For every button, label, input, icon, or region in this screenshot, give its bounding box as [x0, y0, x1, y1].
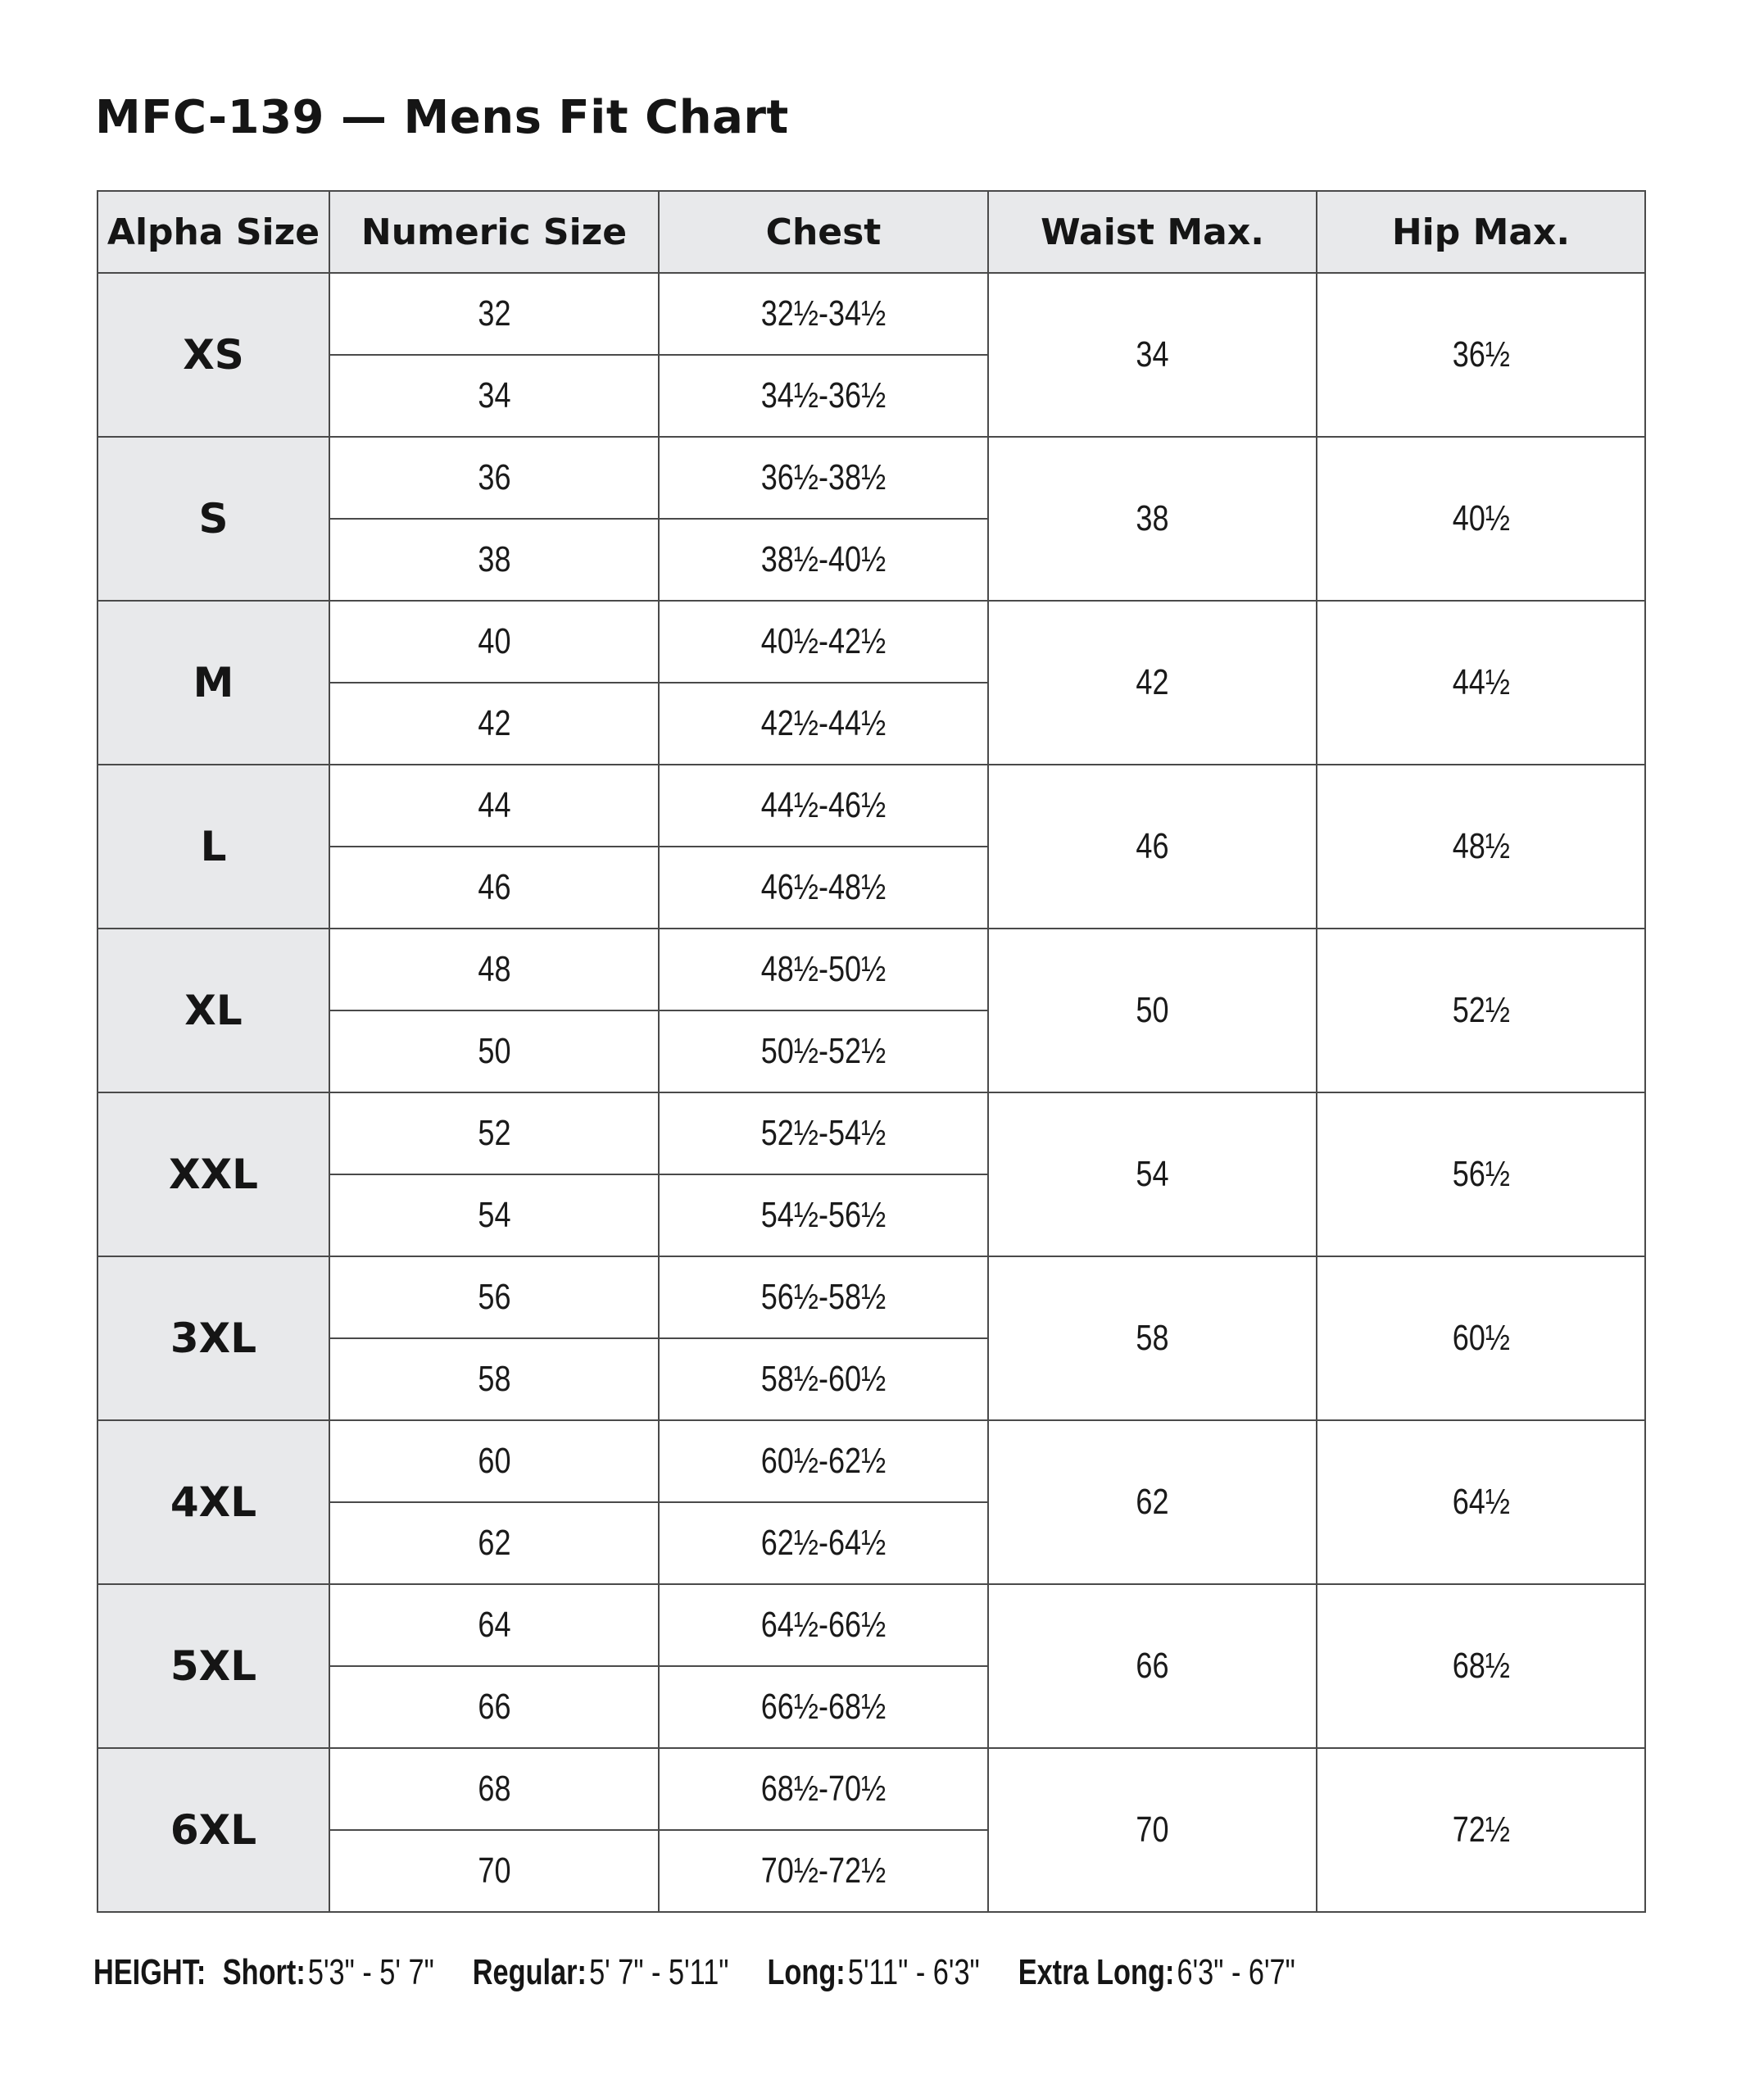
hip-max-cell — [1317, 437, 1645, 601]
waist-max-value: 66 — [1136, 1646, 1169, 1686]
table-row — [97, 1584, 1645, 1666]
header-hip-max: Hip Max. — [1317, 191, 1645, 273]
alpha-size-cell: M — [97, 601, 329, 765]
numeric-size-value: 40 — [477, 621, 511, 661]
hip-max-value: 56½ — [1452, 1154, 1510, 1194]
hip-max-cell — [1317, 1092, 1645, 1256]
numeric-size-value: 48 — [477, 949, 511, 989]
numeric-size-value: 34 — [477, 375, 511, 416]
table-body — [97, 273, 1645, 1912]
numeric-size-cell — [329, 1502, 659, 1584]
chest-value: 58½-60½ — [760, 1359, 887, 1399]
hip-max-value: 40½ — [1452, 498, 1510, 538]
chest-cell — [659, 437, 988, 519]
chest-value: 56½-58½ — [760, 1277, 887, 1317]
chest-cell — [659, 847, 988, 929]
hip-max-cell — [1317, 1584, 1645, 1748]
chest-cell — [659, 683, 988, 765]
hip-max-value: 68½ — [1452, 1646, 1510, 1686]
chest-cell — [659, 1010, 988, 1092]
waist-max-cell — [988, 1420, 1317, 1584]
alpha-size-cell: XXL — [97, 1092, 329, 1256]
table-row — [97, 1092, 1645, 1174]
numeric-size-cell — [329, 1420, 659, 1502]
hip-max-value: 64½ — [1452, 1482, 1510, 1522]
numeric-size-value: 38 — [477, 539, 511, 579]
hip-max-cell — [1317, 929, 1645, 1092]
numeric-size-value: 52 — [477, 1113, 511, 1153]
height-long-label: Long: — [767, 1952, 846, 1992]
height-long-value: 5'11" - 6'3" — [847, 1952, 980, 1992]
table-row — [97, 437, 1645, 519]
chest-value: 62½-64½ — [760, 1523, 887, 1563]
numeric-size-cell — [329, 1010, 659, 1092]
chest-value: 52½-54½ — [760, 1113, 887, 1153]
chest-value: 34½-36½ — [760, 375, 887, 416]
alpha-size-cell: 6XL — [97, 1748, 329, 1912]
waist-max-cell — [988, 1584, 1317, 1748]
chest-cell — [659, 1420, 988, 1502]
chest-cell — [659, 273, 988, 355]
numeric-size-value: 46 — [477, 867, 511, 907]
height-note — [93, 1944, 1295, 2001]
waist-max-value: 54 — [1136, 1154, 1169, 1194]
alpha-size-cell: 3XL — [97, 1256, 329, 1420]
chest-value: 66½-68½ — [760, 1687, 887, 1727]
numeric-size-value: 60 — [477, 1441, 511, 1481]
chest-value: 38½-40½ — [760, 539, 887, 579]
chest-cell — [659, 1338, 988, 1420]
waist-max-value: 62 — [1136, 1482, 1169, 1522]
hip-max-value: 52½ — [1452, 990, 1510, 1030]
chest-cell — [659, 1748, 988, 1830]
table-row — [97, 601, 1645, 683]
chest-cell — [659, 929, 988, 1010]
numeric-size-value: 56 — [477, 1277, 511, 1317]
alpha-size-cell: 4XL — [97, 1420, 329, 1584]
waist-max-value: 46 — [1136, 826, 1169, 866]
chest-cell — [659, 1092, 988, 1174]
waist-max-cell — [988, 929, 1317, 1092]
numeric-size-cell — [329, 1830, 659, 1912]
chest-value: 32½-34½ — [760, 293, 887, 334]
waist-max-value: 42 — [1136, 662, 1169, 702]
alpha-size-cell: S — [97, 437, 329, 601]
table-row — [97, 765, 1645, 847]
waist-max-cell — [988, 273, 1317, 437]
chest-cell — [659, 1256, 988, 1338]
header-waist-max: Waist Max. — [988, 191, 1317, 273]
numeric-size-value: 36 — [477, 457, 511, 497]
hip-max-cell — [1317, 1256, 1645, 1420]
height-label: HEIGHT: — [93, 1952, 206, 1992]
chest-cell — [659, 1584, 988, 1666]
chest-value: 44½-46½ — [760, 785, 887, 825]
chest-value: 36½-38½ — [760, 457, 887, 497]
fit-chart-table — [97, 190, 1646, 1913]
alpha-size-cell: 5XL — [97, 1584, 329, 1748]
height-extra-long-label: Extra Long: — [1018, 1952, 1175, 1992]
hip-max-value: 60½ — [1452, 1318, 1510, 1358]
header-chest: Chest — [659, 191, 988, 273]
hip-max-cell — [1317, 601, 1645, 765]
alpha-size-cell: L — [97, 765, 329, 929]
height-short-label: Short: — [222, 1952, 306, 1992]
hip-max-value: 36½ — [1452, 334, 1510, 375]
numeric-size-cell — [329, 1666, 659, 1748]
chest-value: 54½-56½ — [760, 1195, 887, 1235]
hip-max-cell — [1317, 273, 1645, 437]
height-short-value: 5'3" - 5' 7" — [307, 1952, 434, 1992]
numeric-size-value: 66 — [477, 1687, 511, 1727]
numeric-size-value: 64 — [477, 1605, 511, 1645]
numeric-size-value: 58 — [477, 1359, 511, 1399]
numeric-size-value: 68 — [477, 1769, 511, 1809]
hip-max-cell — [1317, 1420, 1645, 1584]
table-header — [97, 191, 1645, 273]
alpha-size-cell: XL — [97, 929, 329, 1092]
numeric-size-cell — [329, 519, 659, 601]
chest-cell — [659, 355, 988, 437]
hip-max-cell — [1317, 765, 1645, 929]
chest-cell — [659, 1174, 988, 1256]
numeric-size-cell — [329, 1338, 659, 1420]
chest-cell — [659, 765, 988, 847]
header-alpha-size: Alpha Size — [97, 191, 329, 273]
waist-max-value: 34 — [1136, 334, 1169, 375]
numeric-size-cell — [329, 929, 659, 1010]
numeric-size-value: 44 — [477, 785, 511, 825]
table-row — [97, 929, 1645, 1010]
numeric-size-cell — [329, 273, 659, 355]
chest-cell — [659, 1830, 988, 1912]
numeric-size-cell — [329, 683, 659, 765]
waist-max-cell — [988, 1256, 1317, 1420]
hip-max-value: 48½ — [1452, 826, 1510, 866]
page-title: MFC-139 — Mens Fit Chart — [95, 91, 789, 144]
numeric-size-cell — [329, 1748, 659, 1830]
chest-value: 60½-62½ — [760, 1441, 887, 1481]
numeric-size-cell — [329, 601, 659, 683]
waist-max-value: 70 — [1136, 1810, 1169, 1850]
chest-value: 40½-42½ — [760, 621, 887, 661]
chest-value: 50½-52½ — [760, 1031, 887, 1071]
numeric-size-value: 54 — [477, 1195, 511, 1235]
numeric-size-cell — [329, 847, 659, 929]
numeric-size-cell — [329, 355, 659, 437]
numeric-size-value: 32 — [477, 293, 511, 334]
waist-max-cell — [988, 437, 1317, 601]
waist-max-value: 58 — [1136, 1318, 1169, 1358]
numeric-size-value: 50 — [477, 1031, 511, 1071]
height-extra-long-value: 6'3" - 6'7" — [1177, 1952, 1295, 1992]
numeric-size-cell — [329, 1256, 659, 1338]
chest-value: 42½-44½ — [760, 703, 887, 743]
numeric-size-cell — [329, 765, 659, 847]
chest-cell — [659, 601, 988, 683]
table-row — [97, 1420, 1645, 1502]
alpha-size-cell: XS — [97, 273, 329, 437]
height-regular-label: Regular: — [472, 1952, 587, 1992]
chest-cell — [659, 519, 988, 601]
numeric-size-value: 62 — [477, 1523, 511, 1563]
numeric-size-cell — [329, 437, 659, 519]
numeric-size-value: 70 — [477, 1851, 511, 1891]
table-row — [97, 273, 1645, 355]
waist-max-cell — [988, 765, 1317, 929]
header-row — [97, 191, 1645, 273]
chest-value: 68½-70½ — [760, 1769, 887, 1809]
numeric-size-cell — [329, 1174, 659, 1256]
waist-max-value: 38 — [1136, 498, 1169, 538]
numeric-size-cell — [329, 1092, 659, 1174]
waist-max-cell — [988, 1092, 1317, 1256]
waist-max-cell — [988, 1748, 1317, 1912]
chest-value: 48½-50½ — [760, 949, 887, 989]
numeric-size-value: 42 — [477, 703, 511, 743]
waist-max-value: 50 — [1136, 990, 1169, 1030]
hip-max-cell — [1317, 1748, 1645, 1912]
hip-max-value: 44½ — [1452, 662, 1510, 702]
chest-cell — [659, 1666, 988, 1748]
chest-cell — [659, 1502, 988, 1584]
table-row — [97, 1748, 1645, 1830]
height-regular-value: 5' 7" - 5'11" — [589, 1952, 729, 1992]
table-row — [97, 1256, 1645, 1338]
header-numeric-size: Numeric Size — [329, 191, 659, 273]
hip-max-value: 72½ — [1452, 1810, 1510, 1850]
chest-value: 46½-48½ — [760, 867, 887, 907]
chest-value: 64½-66½ — [760, 1605, 887, 1645]
chest-value: 70½-72½ — [760, 1851, 887, 1891]
numeric-size-cell — [329, 1584, 659, 1666]
waist-max-cell — [988, 601, 1317, 765]
